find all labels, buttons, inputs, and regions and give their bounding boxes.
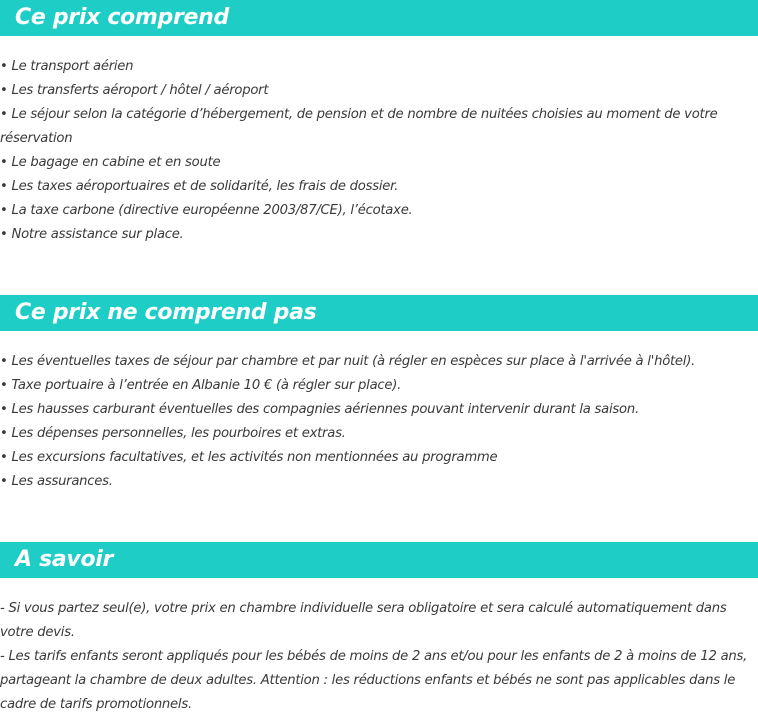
list-item: • Les taxes aéroportuaires et de solidarité, les frais de dossier. [0,179,399,194]
section-header-good-to-know [0,542,758,578]
included-list [0,55,756,247]
list-item: • Le transport aérien [0,59,134,74]
list-item: • Les excursions facultatives, et les activités non mentionnées au programme [0,450,498,465]
list-item: • Le séjour selon la catégorie d’hébergement, de pension et de nombre de nuitées choisies au moment de votre réservation [0,107,718,146]
list-item: • Les assurances. [0,474,113,489]
good-to-know-text [0,597,756,717]
list-item: • Les éventuelles taxes de séjour par chambre et par nuit (à régler en espèces sur place à l'arrivée à l'hôtel). [0,354,696,369]
not-included-list [0,350,756,494]
section-header-included [0,0,758,36]
list-item: • Les dépenses personnelles, les pourboires et extras. [0,426,346,441]
section-title-not-included: Ce prix ne comprend pas [15,300,317,325]
section-title-included: Ce prix comprend [15,5,229,30]
list-item: • Taxe portuaire à l’entrée en Albanie 10 € (à régler sur place). [0,378,402,393]
paragraph: - Si vous partez seul(e), votre prix en chambre individuelle sera obligatoire et sera calculé automatiquement dans votre devis. [0,601,727,640]
section-title-good-to-know: A savoir [15,547,114,572]
list-item: • La taxe carbone (directive européenne 2003/87/CE), l’écotaxe. [0,203,413,218]
paragraph: - Les tarifs enfants seront appliqués pour les bébés de moins de 2 ans et/ou pour les enfants de 2 à moins de 12 ans, partageant la chambre de deux adultes. Attention : les réductions enfants et bébés ne sont pas applicables dans le cadre de tarifs promotionnels. [0,649,748,712]
list-item: • Les transferts aéroport / hôtel / aéroport [0,83,269,98]
section-header-not-included [0,295,758,331]
list-item: • Les hausses carburant éventuelles des compagnies aériennes pouvant intervenir durant la saison. [0,402,639,417]
list-item: • Notre assistance sur place. [0,227,184,242]
list-item: • Le bagage en cabine et en soute [0,155,221,170]
